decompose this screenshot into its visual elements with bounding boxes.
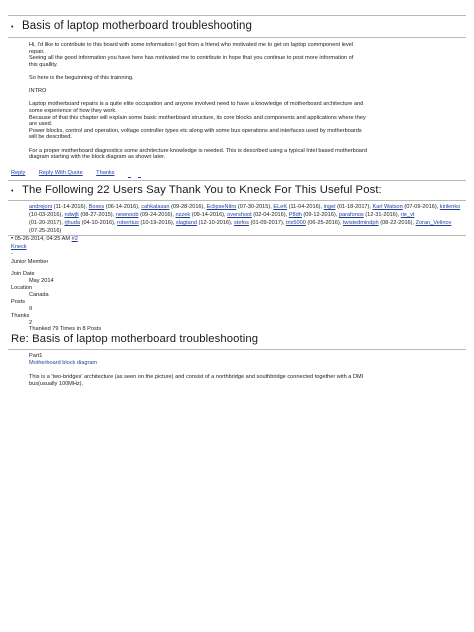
post-body-line: So here is the beguinning of this trainning. <box>29 74 134 81</box>
reply-body-line1: This is a 'two-bridges' architecture (as seen on the picture) and consist of a northbridge and southbridge connected together with a DMI <box>29 374 364 380</box>
author-rank: Junior Member <box>11 259 49 265</box>
thanks-user-link[interactable]: Boxes <box>88 204 105 210</box>
post-body-line: Power blocks, control and operation, voltage controller types etc along with some bus operations and interfaces used by motherboards <box>29 127 362 134</box>
thanks-user-link[interactable]: rjhuda <box>64 220 81 226</box>
reply-button[interactable]: Reply <box>11 170 26 176</box>
thanks-user-link[interactable]: newnoob <box>115 212 139 218</box>
post-body-line: some experience of how they work. <box>29 107 117 114</box>
bullet-icon: • <box>11 188 14 195</box>
thanks-heading-divider <box>8 200 466 201</box>
more-action-button[interactable] <box>138 171 141 178</box>
title-divider <box>8 37 466 38</box>
post-body-line: INTRO <box>29 88 47 95</box>
thanks-user-date: (01-09-2017), <box>250 220 286 226</box>
thanked-count: Thanked 79 Times in 8 Posts <box>29 326 102 332</box>
post-body-line: diagram starting with the block diagram as shown later. <box>29 154 166 161</box>
thanks-user-list <box>29 203 463 235</box>
post-body-line: Seeing all the good information you have here has motivated me to contribute in hope that you continue to post more information of <box>29 55 354 62</box>
post-body <box>29 42 459 161</box>
reply-with-quote-button[interactable]: Reply With Quote <box>38 170 83 176</box>
thanks-user-link[interactable]: overshoot <box>227 212 252 218</box>
thanks-user-date: (09-14-2016), <box>191 212 228 218</box>
join-date-label: Join Date <box>11 271 35 277</box>
thanks-user-link[interactable]: stefos <box>233 220 249 226</box>
thanks-user-link[interactable]: Karl Watson <box>372 204 403 210</box>
thanks-label: Thanks <box>11 313 30 319</box>
thanks-user-link[interactable]: EclipseNitro <box>206 204 237 210</box>
thanks-user-date: (07-30-2015), <box>237 204 274 210</box>
thanks-user-link[interactable]: twistedmindph <box>342 220 379 226</box>
thanks-user-date: (12-10-2016), <box>198 220 234 226</box>
thanks-user-link[interactable]: nzzek <box>175 212 191 218</box>
post-body-line <box>29 95 459 102</box>
posts-label: Posts <box>11 299 25 305</box>
thanks-user-date: (09-24-2016), <box>140 212 176 218</box>
reply-title: Re: Basis of laptop motherboard troubleshooting <box>11 333 259 345</box>
thanks-user-date: (06-25-2016), <box>307 220 343 226</box>
post-body-line: are used. <box>29 121 53 128</box>
thanks-user-date: (10-19-2016), <box>140 220 176 226</box>
part-label: Part1 <box>29 353 43 359</box>
thanks-user-date: (08-27-2015), <box>80 212 116 218</box>
thanks-user-date: (07-09-2016), <box>404 204 440 210</box>
thanks-user-link[interactable]: cahkalasan <box>141 204 170 210</box>
thanks-user-link[interactable]: robertius <box>117 220 139 226</box>
author-separator: - <box>11 251 13 257</box>
thanks-user-link[interactable]: ELeK <box>273 204 288 210</box>
thanks-user-link[interactable]: andrejoni <box>29 204 53 210</box>
thanks-user-date: (12-31-2016), <box>365 212 401 218</box>
thanks-user-link[interactable]: rie_vt <box>400 212 415 218</box>
post-title: Basis of laptop motherboard troubleshooting <box>22 20 252 32</box>
post-body-line <box>29 68 459 75</box>
more-action-button[interactable] <box>128 171 131 178</box>
thanks-user-link[interactable]: ndwjlt <box>64 212 79 218</box>
post-body-line: Because of that this chapter will explain some basic motherboard structure, its core blocks and components and applications where they <box>29 114 366 121</box>
thanks-heading: The Following 22 Users Say Thank You to Kneck For This Useful Post: <box>22 184 382 196</box>
reply-body-line2: bus(usually 100MHz). <box>29 381 84 387</box>
thanks-divider <box>8 180 466 181</box>
posts-value: 9 <box>29 306 33 312</box>
post-body-line: Laptop motherboard repairs is a quite elite occupation and anyone involved need to have a knowledge of motherboard architecture and <box>29 101 364 108</box>
post-body-line: this quallity. <box>29 61 58 68</box>
post-body-line: will be described. <box>29 134 72 141</box>
post-body-line: Hi, I'd like to contribute to this board with some information I got from a friend who motivated me to get on laptop commponent level <box>29 42 354 48</box>
thanks-user-date: (07-25-2016) <box>29 228 62 234</box>
post-body-line <box>29 82 459 89</box>
post-body-line: repair. <box>29 48 45 55</box>
thanks-user-link[interactable]: kirilenko <box>439 204 461 210</box>
thanks-user-date: (09-12-2016), <box>303 212 339 218</box>
thanks-user-date: (02-04-2016), <box>253 212 289 218</box>
thanks-user-date: (08-22-2016), <box>380 220 416 226</box>
join-date-value: May 2014 <box>29 278 54 284</box>
thanks-user-link[interactable]: Zoran_Velinov <box>415 220 452 226</box>
post-actions <box>11 170 146 178</box>
reply-title-divider <box>8 349 466 350</box>
post-body-line: For a proper motherboard diagnostics some architecture knowledge is needed. This is described using a typical Intel based motherboard <box>29 147 367 154</box>
thanks-user-date: (11-04-2016), <box>288 204 324 210</box>
thanks-user-link[interactable]: trix5000 <box>285 220 306 226</box>
thanks-button[interactable]: Thanks <box>96 170 115 176</box>
thanks-user-date: (06-14-2016), <box>105 204 142 210</box>
thanks-user-date: (09-28-2016), <box>171 204 207 210</box>
bullet-icon: • <box>11 236 14 242</box>
author-link[interactable]: Kneck <box>11 244 27 250</box>
thanks-user-link[interactable]: ingel <box>323 204 336 210</box>
thanks-user-date: (11-14-2016), <box>53 204 89 210</box>
location-value: Canada <box>29 292 49 298</box>
thanks-user-link[interactable]: parafonos <box>338 212 364 218</box>
post-datetime: 05-26-2014, 04:25 AM <box>14 236 71 242</box>
thanks-user-date: (10-03-2016), <box>29 212 65 218</box>
thanks-user-date: (04-10-2016), <box>81 220 118 226</box>
post-body-line <box>29 141 459 148</box>
post-number-link[interactable]: #2 <box>71 236 78 242</box>
thanks-value: 2 <box>29 320 33 326</box>
bullet-icon: • <box>11 24 14 31</box>
block-diagram-link[interactable]: Motherboard block diagram <box>29 360 98 366</box>
post2-datetime-row <box>11 236 78 244</box>
thanks-user-link[interactable]: slagtand <box>175 220 197 226</box>
thanks-user-date: (01-18-2017), <box>337 204 373 210</box>
top-divider <box>8 15 466 16</box>
location-label: Location <box>11 285 33 291</box>
thanks-user-link[interactable]: P8dh <box>288 212 302 218</box>
thanks-user-date: (01-20-2017), <box>29 220 65 226</box>
